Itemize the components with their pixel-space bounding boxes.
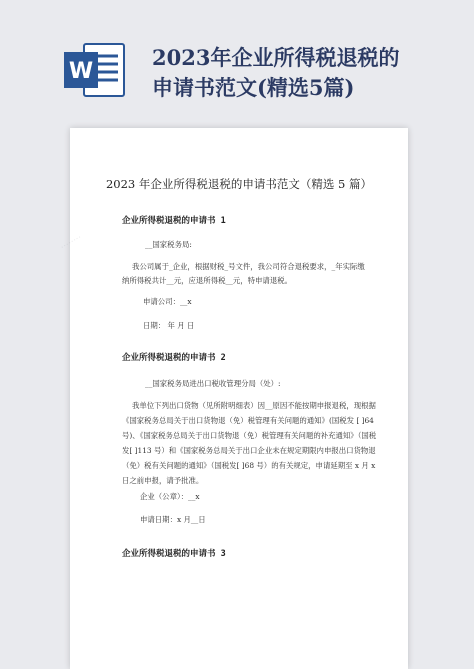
section-2-body-line-6: 日之前申报，请予批准。	[122, 476, 204, 485]
section-1-date: 日期： 年 月 日	[143, 321, 195, 330]
watermark: ········	[59, 232, 84, 254]
section-1-body-line-1: 我公司属于_企业，根据财税_号文件，我公司符合退税要求，_年实际缴	[132, 262, 365, 271]
header	[0, 0, 474, 120]
section-2-date: 申请日期：x 月__日	[140, 515, 206, 524]
section-2-addressee: __国家税务局进出口税收管理分局（处）:	[145, 379, 281, 388]
document-page	[59, 128, 408, 669]
section-1-applicant: 申请公司：__x	[143, 297, 192, 306]
section-3-heading: 企业所得税退税的申请书 3	[122, 549, 226, 559]
section-1-body-line-2: 纳所得税共计__元，应退所得税__元，特申请退税。	[122, 276, 292, 285]
section-2-body-line-3: 号)、《国家税务总局关于出口货物退（免）税管理有关问题的补充通知》（国税	[122, 431, 377, 440]
section-2-body-line-5: （免）税有关问题的通知》（国税发[ ]68 号）的有关规定，申请延期至 x 月 x	[122, 461, 376, 470]
document-title: 2023 年企业所得税退税的申请书范文（精选 5 篇）	[105, 177, 373, 191]
section-1-addressee: __国家税务局:	[145, 240, 192, 249]
section-2-company-seal: 企业（公章）：__x	[140, 492, 200, 501]
page-title-line-1: 2023年企业所得税退税的	[152, 45, 400, 70]
word-document-icon	[62, 40, 128, 100]
page-title-line-2: 申请书范文(精选5篇)	[152, 75, 355, 100]
section-1-heading: 企业所得税退税的申请书 1	[122, 216, 226, 226]
section-2-body-line-2: 《国家税务总局关于出口货物退（免）税管理有关问题的通知》(国税发 [ ]64	[122, 416, 374, 425]
section-2-body-line-4: 发[ ]113 号）和《国家税务总局关于出口企业未在规定期限内申报出口货物退	[122, 446, 376, 455]
section-2-body-line-1: 我单位下列出口货物（见所附明细表）因__原因不能按期申报退税，现根据	[132, 401, 376, 410]
section-2-heading: 企业所得税退税的申请书 2	[122, 353, 226, 363]
word-icon-letter: W	[68, 59, 94, 84]
